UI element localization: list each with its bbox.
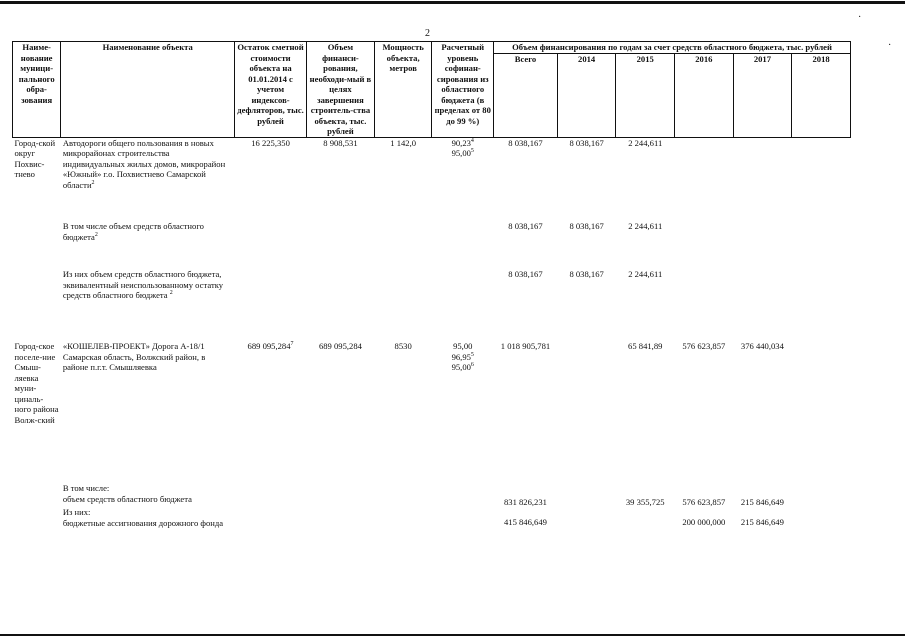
- header-year-2014: 2014: [557, 53, 616, 137]
- object-cell: В том числе объем средств областного бюджета$^2$: [62, 221, 204, 242]
- y2017-cell: 376 440,034: [740, 341, 784, 351]
- y2015-cell: 2 244,611: [628, 269, 663, 279]
- object-cell: Из них: бюджетные ассигнования дорожного фонда: [62, 507, 224, 528]
- y2014-cell: 8 038,167: [569, 221, 604, 231]
- header-remaining-cost: Остаток сметной стоимости объекта на 01.01.2014 с учетом индексов-дефляторов, тыс. рублей: [235, 42, 307, 138]
- table-row: [13, 507, 851, 537]
- rate-cell: 95,00 96,95$^5$ 95,00$^6$: [451, 341, 474, 372]
- header-year-2016: 2016: [675, 53, 734, 137]
- y2016-cell: 576 623,857: [682, 496, 726, 507]
- scan-speck: ·: [888, 40, 892, 51]
- y2014-cell: 8 038,167: [569, 137, 604, 148]
- y2015-cell: 2 244,611: [628, 137, 663, 148]
- y2016-cell: 200 000,000: [682, 517, 726, 527]
- total-cell: 1 018 905,781: [500, 341, 551, 351]
- y2017-cell: 215 846,649: [740, 496, 784, 507]
- y2014-cell: 8 038,167: [569, 269, 604, 279]
- total-cell: 415 846,649: [503, 517, 547, 527]
- remaining-cell: 689 095,284$^7$: [247, 341, 294, 351]
- object-cell: В том числе: объем средств областного бюджета: [62, 483, 192, 504]
- total-cell: 8 038,167: [508, 137, 543, 148]
- capacity-cell: 1 142,0: [390, 137, 417, 148]
- y2018-cell: [792, 341, 851, 483]
- financing-table: [12, 41, 851, 537]
- header-year-2015: 2015: [616, 53, 675, 137]
- y2016-cell: [675, 137, 734, 221]
- y2015-cell: 39 355,725: [625, 496, 665, 507]
- funding-needed-cell: 689 095,284: [318, 341, 362, 351]
- municipality-cell: Город-ское поселе-ние Смыш-ляевка муни-циналь-ного района Волж-ский: [14, 341, 59, 425]
- header-year-2017: 2017: [733, 53, 792, 137]
- y2018-cell: [792, 137, 851, 221]
- top-border: [0, 1, 905, 4]
- y2015-cell: 65 841,89: [628, 341, 663, 351]
- scan-speck: ·: [858, 12, 862, 23]
- table-row: [13, 341, 851, 483]
- y2015-cell: [616, 507, 675, 537]
- table-row: [13, 221, 851, 269]
- table-row: [13, 483, 851, 507]
- remaining-cell: 16 225,350: [251, 137, 290, 148]
- object-cell: Из них объем средств областного бюджета, эквивалентный неиспользованному остатку средств областного бюджета $^2$: [62, 269, 224, 300]
- header-municipality: Наиме-нование муници-пального обра-зования: [13, 42, 61, 138]
- page-number: 2: [425, 28, 430, 39]
- y2017-cell: 215 846,649: [740, 517, 784, 527]
- y2014-cell: [557, 507, 616, 537]
- y2014-cell: [557, 483, 616, 507]
- object-cell: Автодороги общего пользования в новых микрорайонах строительства индивидуальных жилых домов, микрорайон «Южный» г.о. Похвистнево Самарской области$^2$: [62, 137, 226, 190]
- header-cofinancing-rate: Расчетный уровень софинан-сирования из областного бюджета (в пределах от 80 до 99 %): [432, 42, 494, 138]
- capacity-cell: 8530: [394, 341, 412, 351]
- object-cell: «КОШЕЛЕВ-ПРОЕКТ» Дорога А-18/1 Самарская область, Волжский район, в районе п.г.т. Смышляевка: [62, 341, 206, 372]
- header-funding-by-year: Объем финансирования по годам за счет средств областного бюджета, тыс. рублей: [494, 42, 851, 54]
- header-object: Наименование объекта: [61, 42, 235, 138]
- table-row: [13, 269, 851, 341]
- municipality-cell: Город-ской округ Похвис-тнево: [14, 137, 56, 179]
- header-year-2018: 2018: [792, 53, 851, 137]
- total-cell: 8 038,167: [508, 269, 543, 279]
- y2017-cell: [733, 137, 792, 221]
- header-funding-needed: Объем финанси-рования, необходи-мый в целях завершения строитель-ства объекта, тыс. рублей: [307, 42, 375, 138]
- total-cell: 831 826,231: [503, 496, 547, 507]
- header-year-total: Всего: [494, 53, 558, 137]
- y2014-cell: [557, 341, 616, 483]
- bottom-border: [0, 634, 905, 636]
- header-capacity: Мощность объекта, метров: [374, 42, 432, 138]
- rate-cell: 90,23$^4$ 95,00$^5$: [451, 137, 474, 158]
- total-cell: 8 038,167: [508, 221, 543, 231]
- y2015-cell: 2 244,611: [628, 221, 663, 231]
- funding-needed-cell: 8 908,531: [323, 137, 358, 148]
- table-row: [13, 137, 851, 221]
- y2016-cell: 576 623,857: [682, 341, 726, 351]
